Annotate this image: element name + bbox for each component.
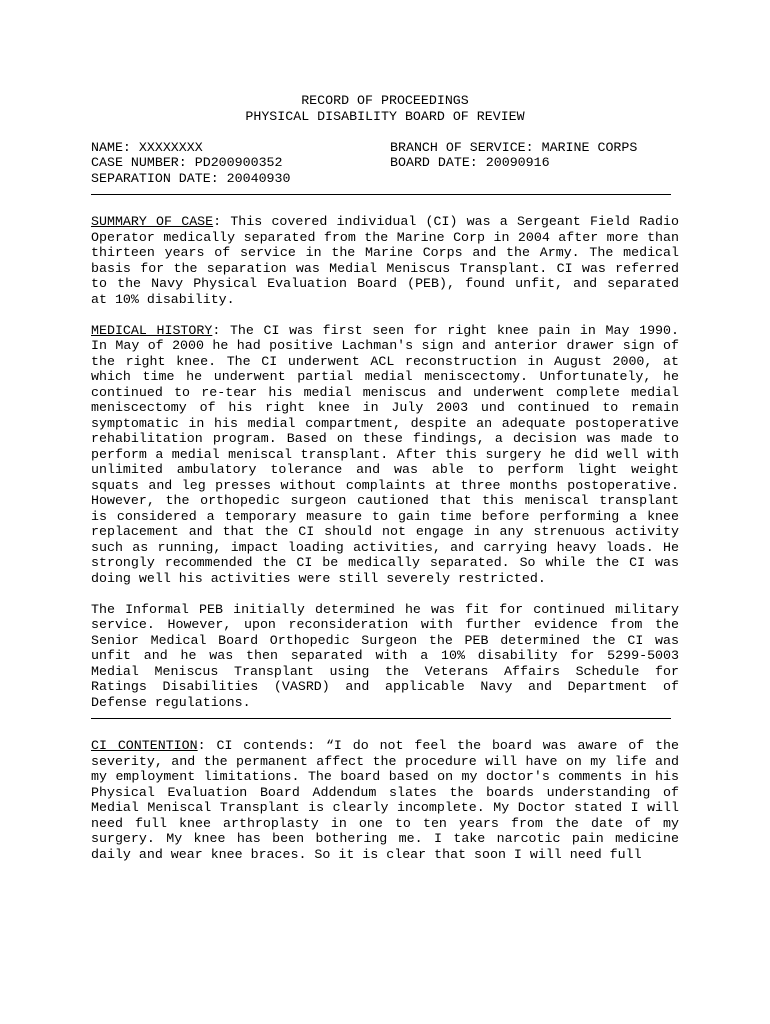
ci-contention-paragraph (91, 738, 679, 862)
case-info-right (390, 140, 679, 187)
document-body (91, 93, 679, 862)
medical-history-heading: MEDICAL HISTORY (91, 322, 213, 338)
document-title: RECORD OF PROCEEDINGS (301, 93, 469, 108)
branch-of-service-field: BRANCH OF SERVICE: MARINE CORPS (390, 139, 638, 155)
summary-of-case-heading: SUMMARY OF CASE (91, 214, 214, 229)
divider-middle (91, 718, 671, 719)
case-info-left (91, 140, 390, 187)
case-info-block (91, 140, 679, 187)
board-date-field: BOARD DATE: 20090916 (390, 155, 550, 170)
document-subtitle: PHYSICAL DISABILITY BOARD OF REVIEW (245, 108, 525, 124)
ci-contention-heading: CI CONTENTION (91, 738, 198, 753)
separation-date-field: SEPARATION DATE: 20040930 (91, 170, 291, 186)
peb-determination-text: The Informal PEB initially determined he was fit for continued military service. However, upon reconsideration with further evidence from the Senior Medical Board Orthopedic Surgeon the PEB determined the CI was unfit and he was then separated with a 10% disability for 5299-5003 Medial Meniscus Transplant using the Veterans Affairs Schedule for Ratings Disabilities (VASRD) and applicable Navy and Department of Defense regulations. (91, 601, 679, 710)
peb-determination-paragraph (91, 602, 679, 711)
medical-history-text: : The CI was first seen for right knee pain in May 1990. In May of 2000 he had positive Lachman's sign and anterior drawer sign of the right knee. The CI underwent ACL reconstruction in August 2000, at which time he underwent partial medial meniscectomy. Unfortunately, he continued to re-tear his medial meniscus and underwent complete medial meniscectomy of his right knee in July 2003 und continued to remain symptomatic in his medial compartment, despite an adequate postoperative rehabilitation program. Based on these findings, a decision was made to perform a medial meniscal transplant. After this surgery he did well with unlimited ambulatory tolerance and was able to perform light weight squats and leg presses without complaints at three months postoperative. However, the orthopedic surgeon cautioned that this meniscal transplant is considered a temporary measure to gain time before performing a knee replacement and that the CI should not engage in any strenuous activity such as running, impact loading activities, and carrying heavy loads. He strongly recommended the CI be medically separated. So while the CI was doing well his activities were still severely restricted. (91, 322, 679, 586)
divider-top (91, 194, 671, 195)
summary-of-case-text: : This covered individual (CI) was a Sergeant Field Radio Operator medically separated from the Marine Corp in 2004 after more than thirteen years of service in the Marine Corps and the Army. The medical basis for the separation was Medial Meniscus Transplant. CI was referred to the Navy Physical Evaluation Board (PEB), found unfit, and separated at 10% disability. (91, 214, 679, 307)
medical-history-paragraph (91, 323, 679, 587)
name-field: NAME: XXXXXXXX (91, 139, 203, 155)
case-number-field: CASE NUMBER: PD200900352 (91, 155, 283, 170)
ci-contention-text: : CI contends: “I do not feel the board was aware of the severity, and the permanent affect the procedure will have on my life and my employment limitations. The board based on my doctor's comments in his Physical Evaluation Board Addendum slates the boards understanding of Medial Meniscal Transplant is clearly incomplete. My Doctor stated I will need full knee arthroplasty in one to ten years from the date of my surgery. My knee has been bothering me. I take narcotic pain medicine daily and wear knee braces. So it is clear that soon I will need full (91, 738, 680, 862)
summary-of-case-paragraph (91, 214, 679, 307)
